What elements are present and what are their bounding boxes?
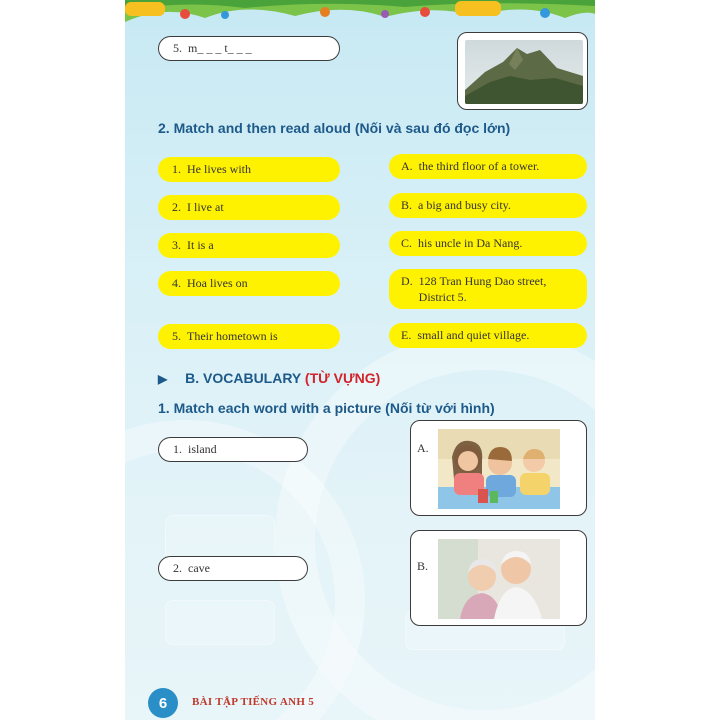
mountain-picture-frame xyxy=(457,32,588,110)
match-left-5[interactable] xyxy=(158,324,340,349)
item-text: a big and busy city. xyxy=(418,198,511,212)
item-text: the third floor of a tower. xyxy=(418,159,540,173)
item-text: I live at xyxy=(187,200,224,214)
match-right-d[interactable] xyxy=(389,269,587,309)
match-right-e[interactable] xyxy=(389,323,587,348)
grandparents-photo-icon xyxy=(438,539,560,619)
item-text: Their hometown is xyxy=(187,329,278,343)
item-number: 5. xyxy=(172,329,181,343)
picture-a-label: A. xyxy=(417,441,429,455)
cartoon-header-strip xyxy=(125,0,595,26)
match-right-b[interactable] xyxy=(389,193,587,218)
item-text: 128 Tran Hung Dao street, District 5. xyxy=(418,274,547,304)
item-text: small and quiet village. xyxy=(417,328,530,342)
vocabulary-title-vn: (TỪ VỰNG) xyxy=(304,370,381,386)
vocab-word-1[interactable] xyxy=(158,437,308,462)
item-text: m_ _ _ t_ _ _ xyxy=(188,41,252,55)
item-number: 1. xyxy=(173,442,182,456)
spelling-item-5[interactable] xyxy=(158,36,340,61)
match-left-4[interactable] xyxy=(158,271,340,296)
match-left-2[interactable] xyxy=(158,195,340,220)
item-number: 5. xyxy=(173,41,182,55)
vocab-match-heading-en: 1. Match each word with a picture xyxy=(158,400,382,416)
triangle-bullet-icon: ▶ xyxy=(158,372,168,386)
item-text: his uncle in Da Nang. xyxy=(418,236,523,250)
item-text: It is a xyxy=(187,238,214,252)
item-number: 2. xyxy=(172,200,181,214)
workbook-page xyxy=(125,0,595,720)
page-number: 6 xyxy=(158,694,168,712)
vocab-word-2[interactable] xyxy=(158,556,308,581)
vocab-match-heading xyxy=(158,400,495,416)
vocab-match-heading-vn: (Nối từ với hình) xyxy=(385,400,495,416)
match-left-3[interactable] xyxy=(158,233,340,258)
vocabulary-title-en: B. VOCABULARY xyxy=(185,370,302,386)
item-text: He lives with xyxy=(187,162,251,176)
item-letter: B. xyxy=(401,198,413,212)
item-number: 2. xyxy=(173,561,182,575)
watermark-box xyxy=(165,600,275,645)
match-right-c[interactable] xyxy=(389,231,587,256)
item-number: 1. xyxy=(172,162,181,176)
item-letter: A. xyxy=(401,159,413,173)
item-letter: D. xyxy=(401,274,413,288)
item-letter: E. xyxy=(401,328,412,342)
item-text: cave xyxy=(188,561,210,575)
item-letter: C. xyxy=(401,236,413,250)
picture-a-frame[interactable] xyxy=(410,420,587,516)
match-heading-en: 2. Match and then read aloud xyxy=(158,120,351,136)
page-number-badge xyxy=(148,688,178,718)
book-title: BÀI TẬP TIẾNG ANH 5 xyxy=(192,696,315,708)
item-text: Hoa lives on xyxy=(187,276,248,290)
match-right-a[interactable] xyxy=(389,154,587,179)
item-number: 4. xyxy=(172,276,181,290)
item-text: island xyxy=(188,442,217,456)
picture-b-frame[interactable] xyxy=(410,530,587,626)
item-number: 3. xyxy=(172,238,181,252)
picture-b-label: B. xyxy=(417,559,429,573)
match-heading xyxy=(158,120,510,136)
match-left-1[interactable] xyxy=(158,157,340,182)
match-heading-vn: (Nối và sau đó đọc lớn) xyxy=(354,120,511,136)
mountain-photo xyxy=(465,40,583,104)
watermark-box xyxy=(165,515,275,560)
children-photo-icon xyxy=(438,429,560,509)
vocabulary-title xyxy=(158,370,380,386)
